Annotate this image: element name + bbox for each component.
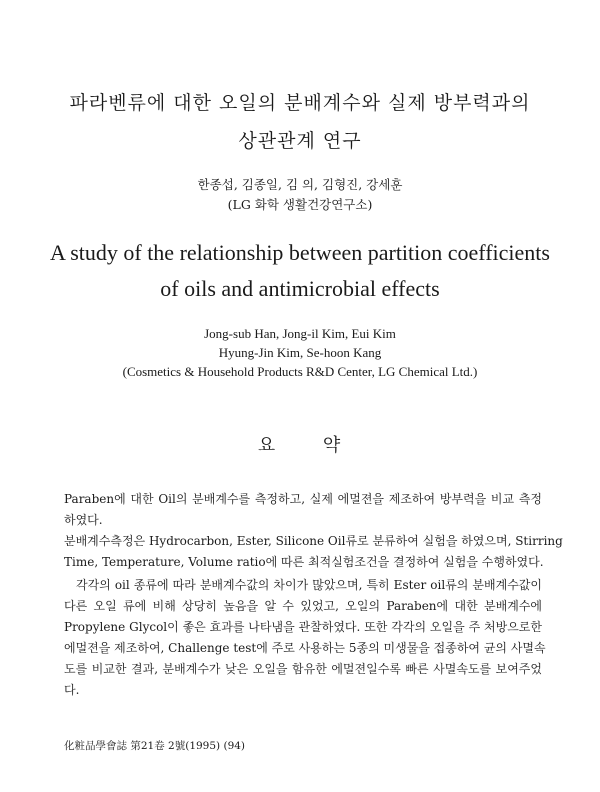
abstract-line: 에멀젼을 제조하여, Challenge test에 주로 사용하는 5종의 미생물을 접종하여 균의 사멸속	[64, 641, 546, 655]
abstract-line: Time, Temperature, Volume ratio에 따른 최적실험조건을 결정하여 실험을 수행하였다.	[64, 555, 544, 569]
abstract-line: 도를 비교한 결과, 분배계수가 낮은 오일을 함유한 에멀젼일수록 빠른 사멸속도를 보여주었	[64, 662, 542, 676]
abstract-line: 다른 오일 류에 비해 상당히 높음을 알 수 있었고, 오일의 Paraben에 대한 분배계수에	[64, 599, 542, 613]
english-authors-line-2: Hyung-Jin Kim, Se-hoon Kang	[218, 345, 382, 360]
korean-title-line-1: 파라벤류에 대한 오일의 분배계수와 실제 방부력과의	[69, 92, 531, 114]
korean-affiliation: (LG 화학 생활건강연구소)	[227, 197, 373, 212]
abstract-line: 각각의 oil 종류에 따라 분배계수값의 차이가 많았으며, 특히 Ester oil류의 분배계수값이	[76, 578, 542, 592]
abstract-line: 하였다.	[64, 513, 103, 527]
abstract-line: 다.	[64, 683, 80, 697]
abstract-line: Propylene Glycol이 좋은 효과를 나타냄을 관찰하였다. 또한 각각의 오일을 주 처방으로한	[64, 620, 542, 634]
english-title-line-1: A study of the relationship between partition coefficients	[50, 240, 550, 265]
english-affiliation: (Cosmetics & Household Products R&D Center, LG Chemical Ltd.)	[122, 364, 478, 379]
abstract-line: Paraben에 대한 Oil의 분배계수를 측정하고, 실제 에멀젼을 제조하여 방부력을 비교 측정	[64, 492, 542, 506]
english-authors-line-1: Jong-sub Han, Jong-il Kim, Eui Kim	[204, 326, 396, 341]
english-title-line-2: of oils and antimicrobial effects	[160, 276, 440, 301]
korean-title-line-2: 상관관계 연구	[238, 130, 362, 152]
journal-footer: 化粧品學會誌 第21卷 2號(1995) (94)	[64, 740, 246, 752]
korean-authors: 한종섭, 김종일, 김 의, 김형진, 강세훈	[197, 177, 403, 192]
abstract-heading: 요 약	[257, 435, 343, 456]
abstract-line: 분배계수측정은 Hydrocarbon, Ester, Silicone Oil류로 분류하여 실험을 하였으며, Stirring	[64, 534, 563, 548]
